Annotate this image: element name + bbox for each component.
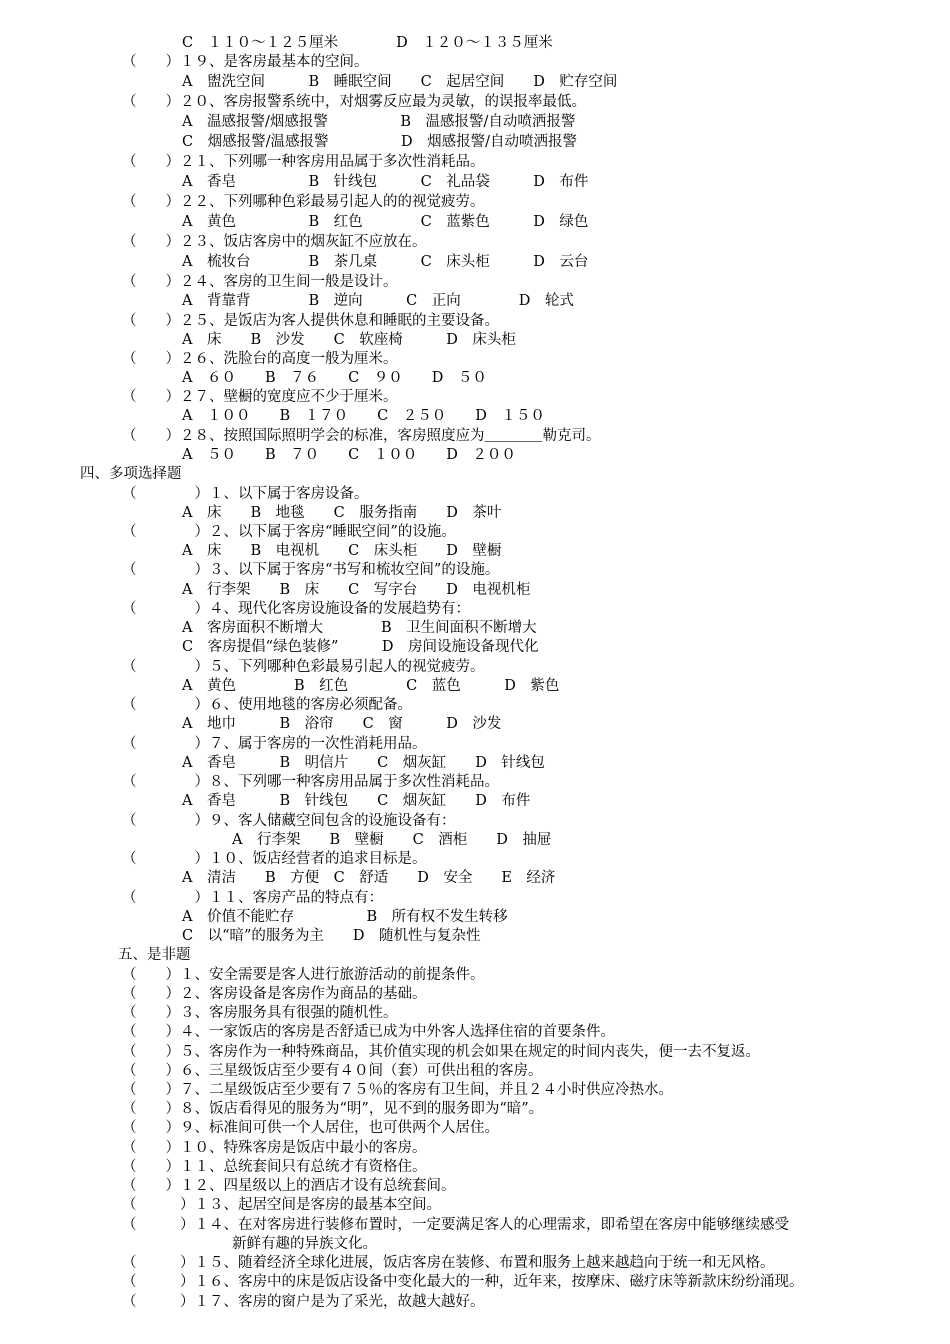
- question-line: （ ）９、客人储藏空间包含的设施设备有：: [122, 813, 456, 829]
- question-line: （ ）２８、按照国际照明学会的标准，客房照度应为＿＿＿＿勒克司。: [122, 428, 601, 444]
- question-line: （ ）５、下列哪种色彩最易引起人的视觉疲劳。: [122, 659, 485, 675]
- section-heading: 五、是非题: [118, 947, 191, 963]
- question-line: （ ）１７、客房的窗户是为了采光，故越大越好。: [122, 1294, 485, 1310]
- options-line: A 客房面积不断增大 B 卫生间面积不断增大: [182, 620, 537, 636]
- options-line: A ６０ B ７６ C ９０ D ５０: [182, 370, 487, 386]
- question-line: （ ）４、一家饭店的客房是否舒适已成为中外客人选择住宿的首要条件。: [122, 1024, 615, 1040]
- question-line: （ ）２６、洗脸台的高度一般为厘米。: [122, 351, 398, 367]
- question-line: （ ）６、三星级饭店至少要有４０间（套）可供出租的客房。: [122, 1063, 543, 1079]
- options-line: A 行李架 B 壁橱 C 酒柜 D 抽屉: [232, 832, 552, 848]
- options-line: C 烟感报警/温感报警 D 烟感报警/自动喷洒报警: [182, 134, 577, 150]
- question-line: （ ）１０、饭店经营者的追求目标是。: [122, 851, 427, 867]
- question-line: （ ）９、标准间可供一个人居住，也可供两个人居住。: [122, 1120, 499, 1136]
- question-line: （ ）１３、起居空间是客房的最基本空间。: [122, 1197, 441, 1213]
- options-line: A 黄色 B 红色 C 蓝色 D 紫色: [182, 678, 560, 694]
- question-line: （ ）２、以下属于客房“睡眠空间”的设施。: [122, 524, 456, 540]
- options-line: A 地巾 B 浴帘 C 窗 D 沙发: [182, 716, 502, 732]
- section-heading: 四、多项选择题: [80, 466, 182, 482]
- question-line: （ ）２１、下列哪一种客房用品属于多次性消耗品。: [122, 154, 485, 170]
- question-line: （ ）８、饭店看得见的服务为“明”，见不到的服务即为“暗”。: [122, 1101, 544, 1117]
- options-line: A 床 B 地毯 C 服务指南 D 茶叶: [182, 505, 502, 521]
- options-line: C 客房提倡“绿色装修” D 房间设施设备现代化: [182, 639, 539, 655]
- options-line: A 黄色 B 红色 C 蓝紫色 D 绿色: [182, 214, 589, 230]
- options-line: A 行李架 B 床 C 写字台 D 电视机柜: [182, 582, 531, 598]
- question-line: （ ）７、二星级饭店至少要有７５％的客房有卫生间，并且２４小时供应冷热水。: [122, 1082, 673, 1098]
- question-line: （ ）１４、在对客房进行装修布置时，一定要满足客人的心理需求，即希望在客房中能够继续感受: [122, 1217, 789, 1233]
- question-line: （ ）１１、客房产品的特点有：: [122, 890, 383, 906]
- question-line: （ ）１、以下属于客房设备。: [122, 486, 369, 502]
- question-line: （ ）２４、客房的卫生间一般是设计。: [122, 274, 398, 290]
- question-line: （ ）３、以下属于客房“书写和梳妆空间”的设施。: [122, 562, 500, 578]
- options-line: A 香皂 B 针线包 C 烟灰缸 D 布件: [182, 793, 531, 809]
- question-line: （ ）２５、是饭店为客人提供休息和睡眠的主要设备。: [122, 313, 499, 329]
- options-line: A 香皂 B 针线包 C 礼品袋 D 布件: [182, 174, 589, 190]
- options-line: A 清洁 B 方便 C 舒适 D 安全 E 经济: [182, 870, 556, 886]
- question-line: （ ）１６、客房中的床是饭店设备中变化最大的一种，近年来，按摩床、磁疗床等新款床纷纷涌现。: [122, 1274, 804, 1290]
- question-line: （ ）３、客房服务具有很强的随机性。: [122, 1005, 398, 1021]
- question-line: （ ）１、安全需要是客人进行旅游活动的前提条件。: [122, 967, 485, 983]
- question-line: （ ）１０、特殊客房是饭店中最小的客房。: [122, 1140, 427, 1156]
- question-line: （ ）２、客房设备是客房作为商品的基础。: [122, 986, 427, 1002]
- question-line: （ ）７、属于客房的一次性消耗用品。: [122, 736, 427, 752]
- options-line: A 盥洗空间 B 睡眠空间 C 起居空间 D 贮存空间: [182, 74, 618, 90]
- options-line: A １００ B １７０ C ２５０ D １５０: [182, 408, 545, 424]
- question-line: （ ）１１、总统套间只有总统才有资格住。: [122, 1159, 427, 1175]
- question-line: （ ）５、客房作为一种特殊商品，其价值实现的机会如果在规定的时间内丧失，便一去不复返。: [122, 1044, 760, 1060]
- question-line: （ ）２７、壁橱的宽度应不少于厘米。: [122, 389, 398, 405]
- options-line: A 床 B 沙发 C 软座椅 D 床头柜: [182, 332, 516, 348]
- question-line: （ ）４、现代化客房设施设备的发展趋势有：: [122, 601, 470, 617]
- question-line: （ ）１９、是客房最基本的空间。: [122, 54, 369, 70]
- options-line: A 梳妆台 B 茶几桌 C 床头柜 D 云台: [182, 254, 589, 270]
- options-line: C １１０～１２５厘米 D １２０～１３５厘米: [182, 35, 553, 51]
- options-line: C 以“暗”的服务为主 D 随机性与复杂性: [182, 928, 481, 944]
- question-line: （ ）６、使用地毯的客房必须配备。: [122, 697, 412, 713]
- options-line: A 价值不能贮存 B 所有权不发生转移: [182, 909, 508, 925]
- question-continuation: 新鲜有趣的异族文化。: [232, 1236, 377, 1252]
- options-line: A ５０ B ７０ C １００ D ２００: [182, 447, 516, 463]
- question-line: （ ）２３、饭店客房中的烟灰缸不应放在。: [122, 234, 427, 250]
- question-line: （ ）８、下列哪一种客房用品属于多次性消耗品。: [122, 774, 499, 790]
- question-line: （ ）１２、四星级以上的酒店才设有总统套间。: [122, 1178, 456, 1194]
- options-line: A 香皂 B 明信片 C 烟灰缸 D 针线包: [182, 755, 545, 771]
- options-line: A 背靠背 B 逆向 C 正向 D 轮式: [182, 293, 574, 309]
- options-line: A 床 B 电视机 C 床头柜 D 壁橱: [182, 543, 502, 559]
- question-line: （ ）２０、客房报警系统中，对烟雾反应最为灵敏，的误报率最低。: [122, 94, 586, 110]
- options-line: A 温感报警/烟感报警 B 温感报警/自动喷洒报警: [182, 114, 576, 130]
- question-line: （ ）２２、下列哪种色彩最易引起人的的视觉疲劳。: [122, 194, 485, 210]
- question-line: （ ）１５、随着经济全球化进展，饭店客房在装修、布置和服务上越来越趋向于统一和无风格。: [122, 1255, 775, 1271]
